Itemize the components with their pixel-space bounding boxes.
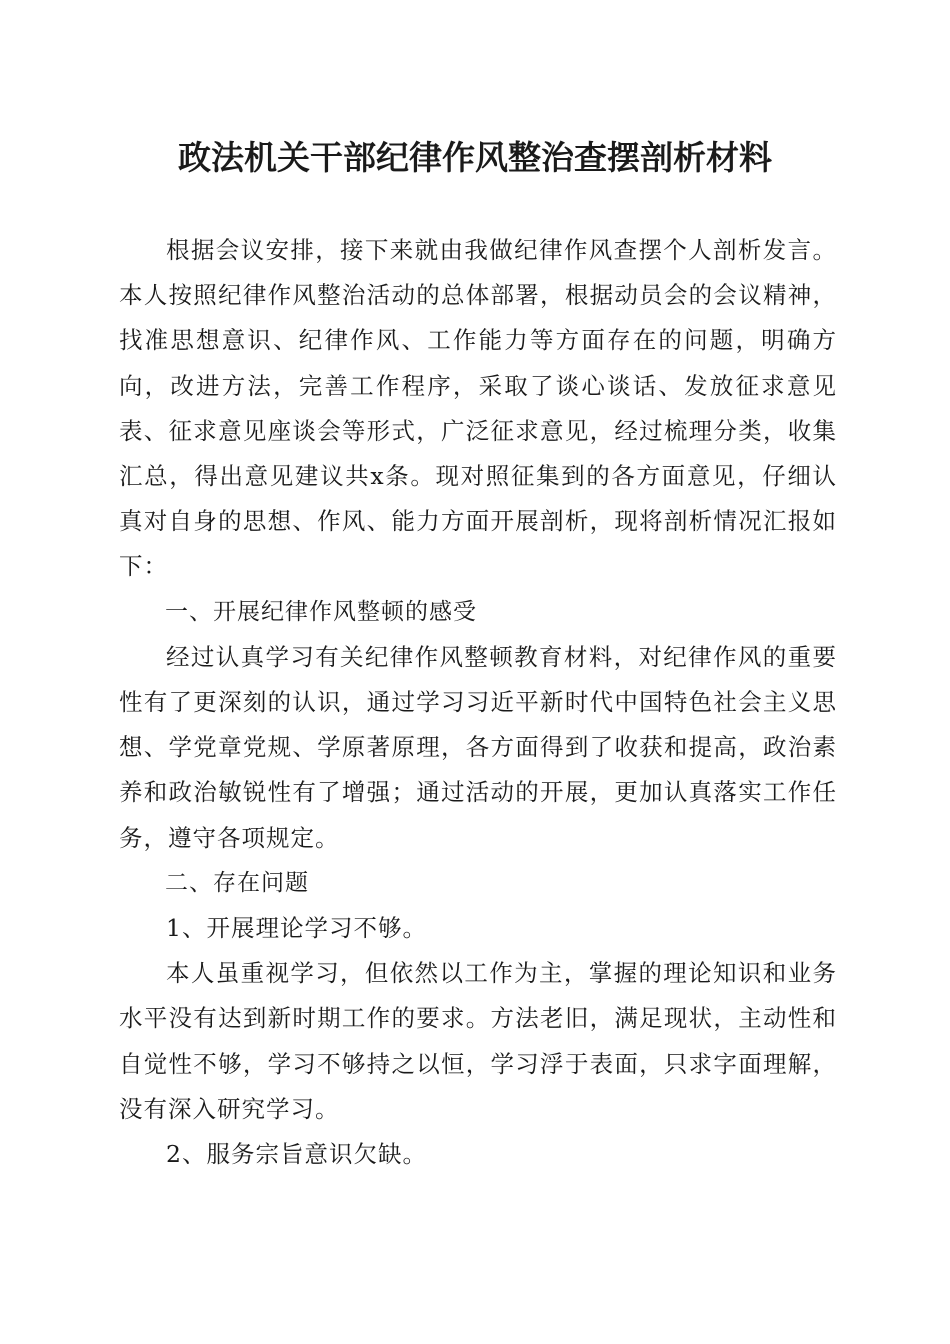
document-body <box>119 228 837 1177</box>
problem-item-1: 1、开展理论学习不够。 <box>166 914 427 943</box>
document-title: 政法机关干部纪律作风整治查摆剖析材料 <box>178 138 772 177</box>
section-heading-2: 二、存在问题 <box>165 869 309 896</box>
feelings-paragraph: 经过认真学习有关纪律作风整顿教育材料，对纪律作风的重要性有了更深刻的认识，通过学习习近平新时代中国特色社会主义思想、学党章党规、学原著原理，各方面得到了收获和提高，政治素养和政治敏锐性有了增强；通过活动的开展，更加认真落实工作任务，遵守各项规定。 <box>119 642 837 852</box>
problem-item-2: 2、服务宗旨意识欠缺。 <box>166 1140 427 1169</box>
section-heading-1: 一、开展纪律作风整顿的感受 <box>165 598 477 625</box>
intro-paragraph: 根据会议安排，接下来就由我做纪律作风查摆个人剖析发言。本人按照纪律作风整治活动的总体部署，根据动员会的会议精神，找准思想意识、纪律作风、工作能力等方面存在的问题，明确方向，改进方法，完善工作程序，采取了谈心谈话、发放征求意见表、征求意见座谈会等形式，广泛征求意见，经过梳理分类，收集汇总，得出意见建议共x条。现对照征集到的各方面意见，仔细认真对自身的思想、作风、能力方面开展剖析，现将剖析情况汇报如下： <box>119 236 837 581</box>
problem-1-paragraph: 本人虽重视学习，但依然以工作为主，掌握的理论知识和业务水平没有达到新时期工作的要求。方法老旧，满足现状，主动性和自觉性不够，学习不够持之以恒，学习浮于表面，只求字面理解，没有深入研究学习。 <box>119 959 837 1123</box>
